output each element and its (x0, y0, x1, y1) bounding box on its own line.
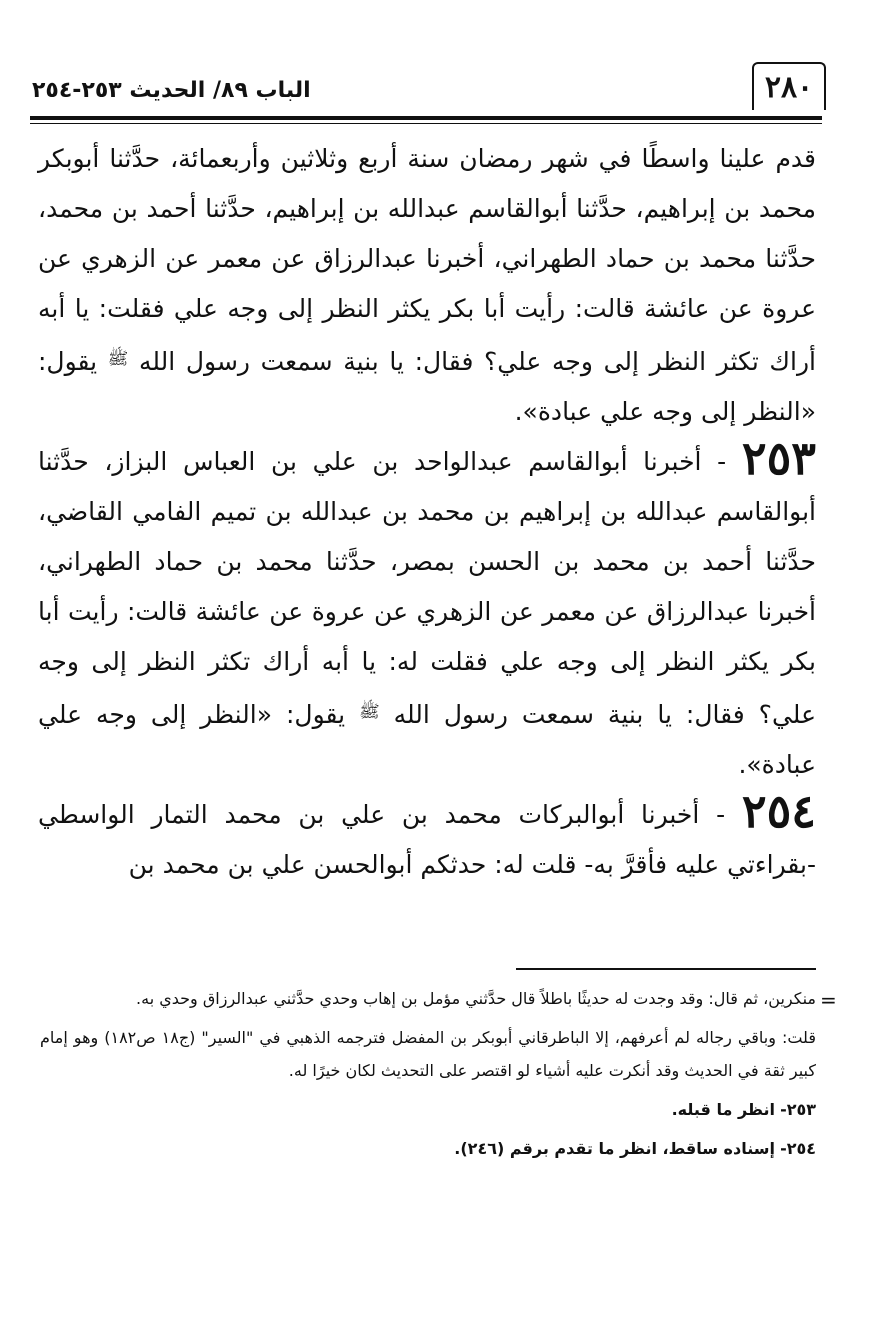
hadith-254 (38, 784, 817, 890)
footnote-continuation-mark: = (820, 988, 837, 1012)
opening-text: قدم علينا واسطًا في شهر رمضان سنة أربع وثلاثين وأربعمائة، حدَّثنا أبوبكر محمد بن إبراهيم، حدَّثنا أبوالقاسم عبدالله بن إبراهيم، حدَّثنا أحمد بن محمد، حدَّثنا محمد بن حماد الطهراني، أخبرنا عبدالرزاق عن معمر عن الزهري عن عروة عن عائشة قالت: رأيت أبا بكر يكثر النظر إلى وجه علي فقلت: يا أبه أراك تكثر النظر إلى وجه علي؟ فقال: يا بنية سمعت رسول الله (38, 144, 816, 376)
honorific-glyph: ﷺ (107, 349, 129, 369)
footnote-254-text: إسناده ساقط، انظر ما تقدم برقم (٢٤٦). (454, 1139, 775, 1158)
running-head: الباب ٨٩/ الحديث ٢٥٣-٢٥٤ (32, 78, 311, 103)
page-header (30, 62, 852, 120)
hadith-number-253: ٢٥٣ (741, 431, 816, 485)
footnote-comment: قلت: وباقي رجاله لم أعرفهم، إلا الباطرقاني أبوبكر بن المفضل فترجمه الذهبي في "السير" (ج١٨ ص١٨٢) وهو إمام كبير ثقة في الحديث وقد أنكرت عليه أشياء لو اقتصر على التحديث لكان خيرًا له. (40, 1028, 817, 1080)
hadith-253-text-start: - أخبرنا أبوالقاسم عبدالواحد بن علي بن العباس البزاز، حدَّثنا أبوالقاسم عبدالله بن إبراهيم بن محمد بن عبدالله بن تميم الفامي القاضي، حدَّثنا أحمد بن محمد بن الحسن بمصر، حدَّثنا محمد بن حماد الطهراني، أخبرنا عبدالرزاق عن معمر عن الزهري عن عروة عن عائشة قالت: رأيت أبا بكر يكثر النظر إلى وجه علي فقلت له: يا أبه أراك تكثر النظر إلى وجه علي؟ فقال: يا بنية سمعت رسول الله (38, 447, 816, 729)
header-rule-thick (30, 116, 822, 120)
footnote-separator (516, 968, 816, 970)
footnote-254 (40, 1132, 816, 1165)
opening-paragraph (38, 134, 816, 437)
header-rule-thin (30, 123, 822, 124)
footnote-254-label: ٢٥٤- (780, 1139, 816, 1158)
honorific-glyph: ﷺ (359, 702, 380, 722)
footnote-continued: منكرين، ثم قال: وقد وجدت له حديثًا باطلاً قال حدَّثني مؤمل بن إهاب وحدي حدَّثني عبدالرزاق وحدي به. (136, 989, 816, 1008)
footnote-253 (40, 1093, 816, 1126)
page-number: ٢٨٠ (752, 62, 826, 110)
opening-end: يقول: «النظر إلى وجه علي عبادة». (38, 347, 816, 426)
hadith-253-text-end: يقول: «النظر إلى وجه علي عبادة». (38, 700, 816, 779)
main-text (38, 134, 816, 890)
footnotes (40, 982, 816, 1171)
footnote-253-text: انظر ما قبله. (671, 1100, 775, 1119)
hadith-253 (38, 431, 816, 790)
hadith-number-254: ٢٥٤ (741, 784, 817, 838)
footnote-253-label: ٢٥٣- (780, 1100, 816, 1119)
hadith-254-text: - أخبرنا أبوالبركات محمد بن علي بن محمد التمار الواسطي -بقراءتي عليه فأقرَّ به- قلت له: حدثكم أبوالحسن علي بن محمد بن (38, 800, 816, 879)
